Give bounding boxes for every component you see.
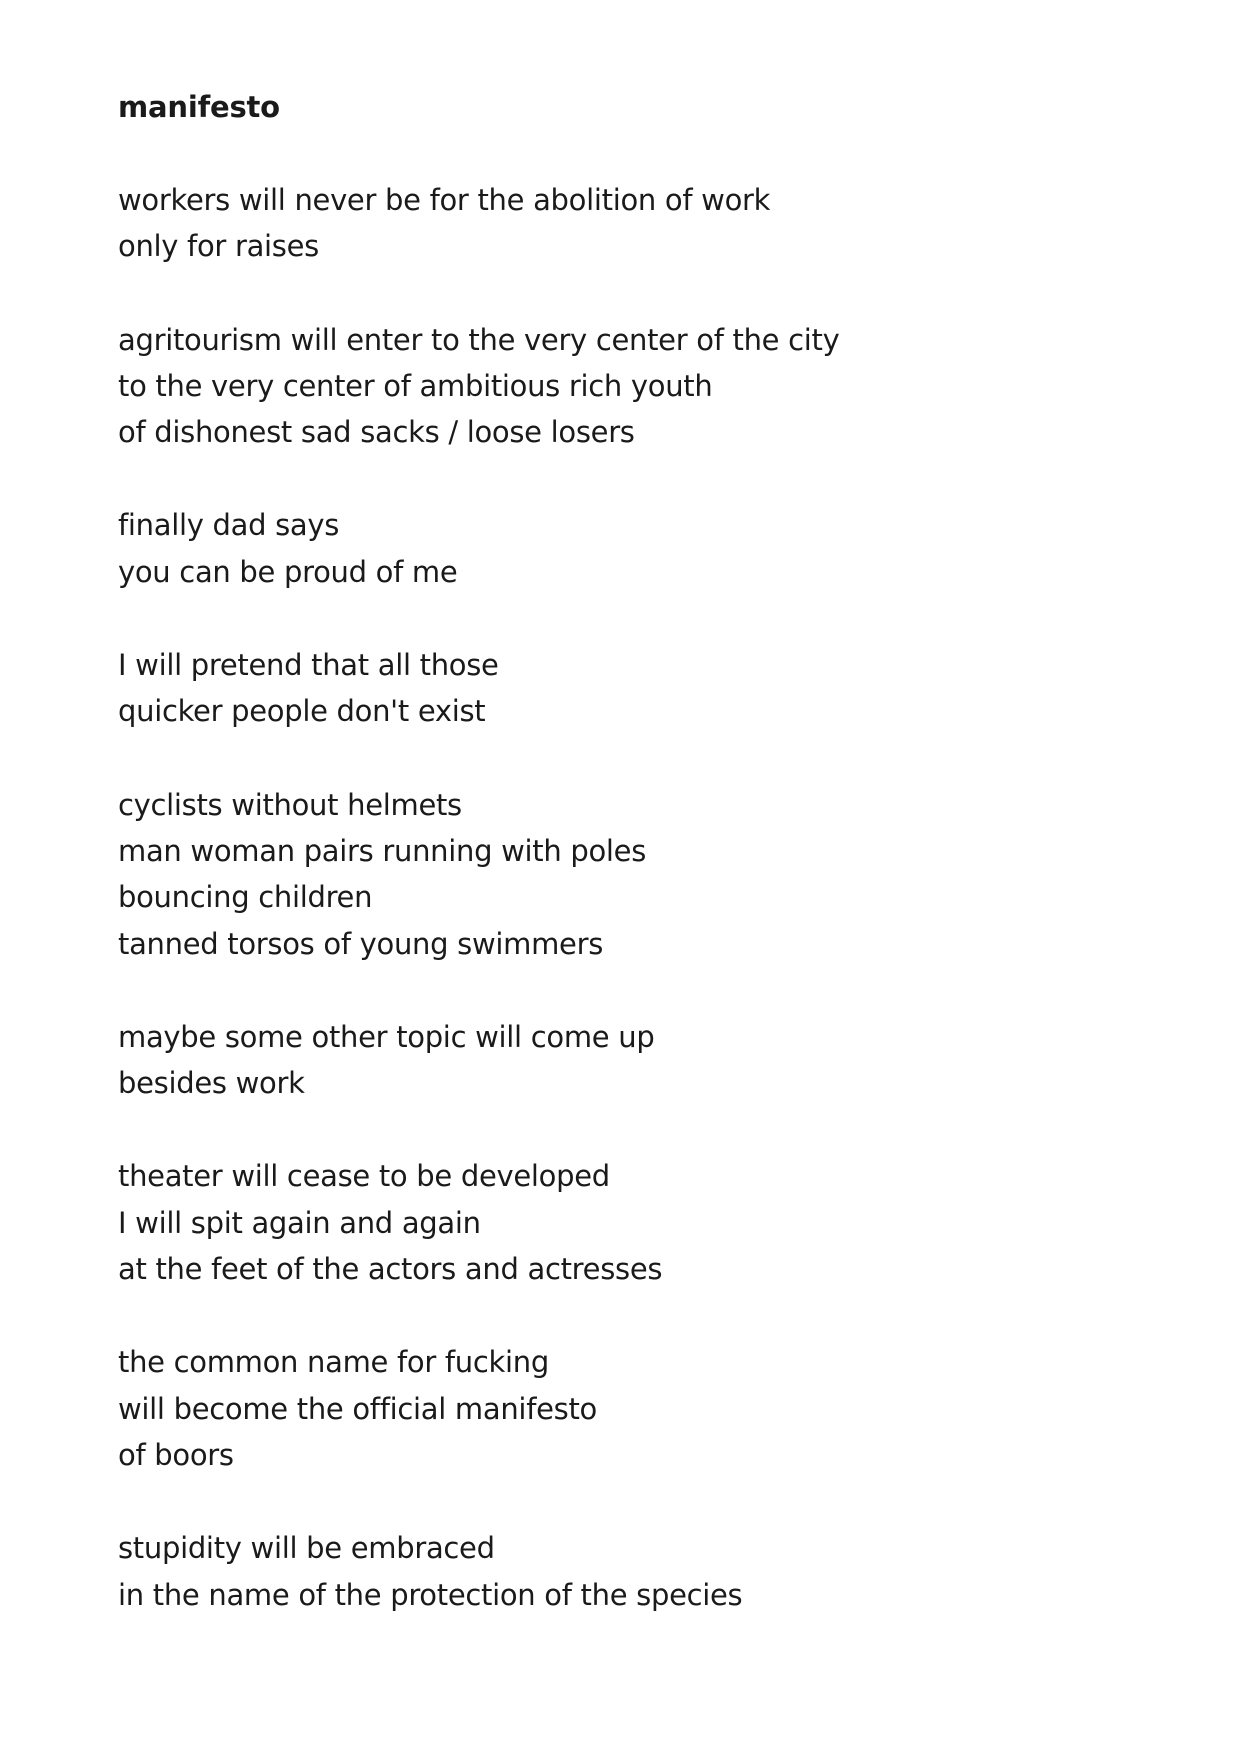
poem-line: of boors <box>118 1437 234 1472</box>
poem-line: maybe some other topic will come up <box>118 1019 655 1054</box>
poem-line: at the feet of the actors and actresses <box>118 1252 663 1287</box>
stanza-7 <box>118 1153 1118 1292</box>
poem-line: in the name of the protection of the species <box>118 1577 743 1612</box>
poem-line: bouncing children <box>118 880 373 915</box>
stanza-5 <box>118 782 1118 967</box>
poem-line: man woman pairs running with poles <box>118 833 647 868</box>
poem-line: I will spit again and again <box>118 1205 481 1240</box>
poem-line: cyclists without helmets <box>118 787 462 822</box>
stanza-3 <box>118 502 1118 595</box>
poem-title: manifesto <box>118 90 280 124</box>
poem-line: stupidity will be embraced <box>118 1531 495 1566</box>
stanza-6 <box>118 1014 1118 1107</box>
poem-line: quicker people don't exist <box>118 694 486 729</box>
stanza-9 <box>118 1525 1118 1618</box>
poem-line: you can be proud of me <box>118 554 458 589</box>
poem-line: besides work <box>118 1066 305 1101</box>
poem-line: to the very center of ambitious rich youth <box>118 368 713 403</box>
stanza-8 <box>118 1339 1118 1478</box>
poem-line: only for raises <box>118 229 319 264</box>
stanza-1 <box>118 177 1118 270</box>
poem-line: theater will cease to be developed <box>118 1159 610 1194</box>
poem-line: will become the official manifesto <box>118 1391 597 1426</box>
poem-line: agritourism will enter to the very center of the city <box>118 322 840 357</box>
poem-line: I will pretend that all those <box>118 648 499 683</box>
poem-line: the common name for fucking <box>118 1345 549 1380</box>
poem <box>118 84 1118 1665</box>
stanza-2 <box>118 317 1118 456</box>
poem-line: tanned torsos of young swimmers <box>118 926 604 961</box>
poem-line: finally dad says <box>118 508 340 543</box>
stanza-4 <box>118 642 1118 735</box>
poem-line: workers will never be for the abolition of work <box>118 183 771 217</box>
poem-line: of dishonest sad sacks / loose losers <box>118 415 635 450</box>
